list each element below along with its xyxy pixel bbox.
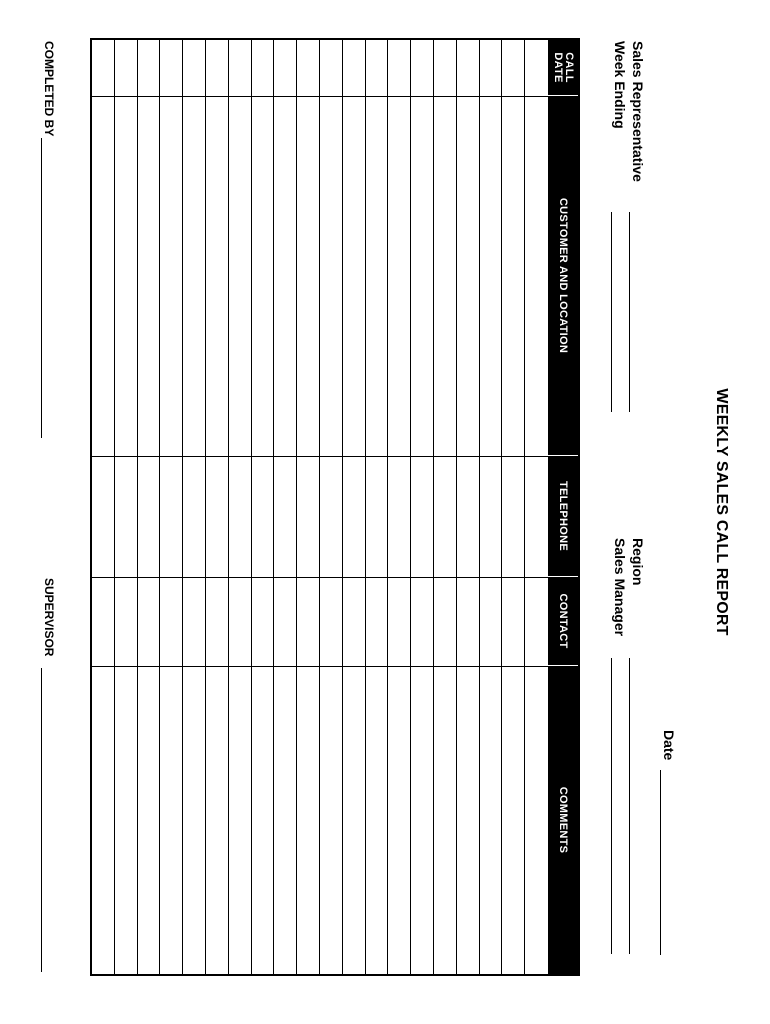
table-row-line <box>296 40 297 974</box>
table-row-line <box>342 40 343 974</box>
col-contact: CONTACT <box>548 577 578 666</box>
column-divider <box>92 577 548 578</box>
week-ending-label: Week Ending <box>612 41 628 129</box>
completed-by-field[interactable] <box>41 138 42 438</box>
sales-rep-field[interactable] <box>629 212 630 412</box>
table-row-line <box>319 40 320 974</box>
date-label: Date <box>661 730 677 761</box>
week-ending-field[interactable] <box>611 212 612 412</box>
col-telephone: TELEPHONE <box>548 456 578 577</box>
table-row-line <box>205 40 206 974</box>
table-row-line <box>273 40 274 974</box>
table-row-line <box>524 40 525 974</box>
table-row-line <box>159 40 160 974</box>
col-call-date: CALL DATE <box>548 40 578 96</box>
table-row-line <box>387 40 388 974</box>
call-log-table <box>90 38 580 976</box>
supervisor-label: SUPERVISOR <box>42 578 56 657</box>
table-row-line <box>137 40 138 974</box>
table-row-line <box>228 40 229 974</box>
table-row-line <box>479 40 480 974</box>
table-row-line <box>410 40 411 974</box>
table-row-line <box>501 40 502 974</box>
table-row-line <box>114 40 115 974</box>
table-row-line <box>433 40 434 974</box>
table-row-line <box>365 40 366 974</box>
column-divider <box>92 666 548 667</box>
table-row-line <box>182 40 183 974</box>
col-comments: COMMENTS <box>557 786 570 854</box>
region-label: Region <box>630 538 646 586</box>
col-customer-location: CUSTOMER AND LOCATION <box>548 96 578 456</box>
page-title: WEEKLY SALES CALL REPORT <box>713 388 730 636</box>
supervisor-field[interactable] <box>41 668 42 972</box>
completed-by-label: COMPLETED BY <box>42 41 56 137</box>
table-header <box>548 40 578 974</box>
date-field[interactable] <box>660 770 661 955</box>
region-field[interactable] <box>629 658 630 954</box>
table-row-line <box>251 40 252 974</box>
table-row-line <box>456 40 457 974</box>
sales-manager-label: Sales Manager <box>612 538 628 637</box>
sales-manager-field[interactable] <box>611 658 612 954</box>
column-divider <box>92 456 548 457</box>
column-divider <box>92 96 548 97</box>
sales-rep-label: Sales Representative <box>630 41 646 182</box>
